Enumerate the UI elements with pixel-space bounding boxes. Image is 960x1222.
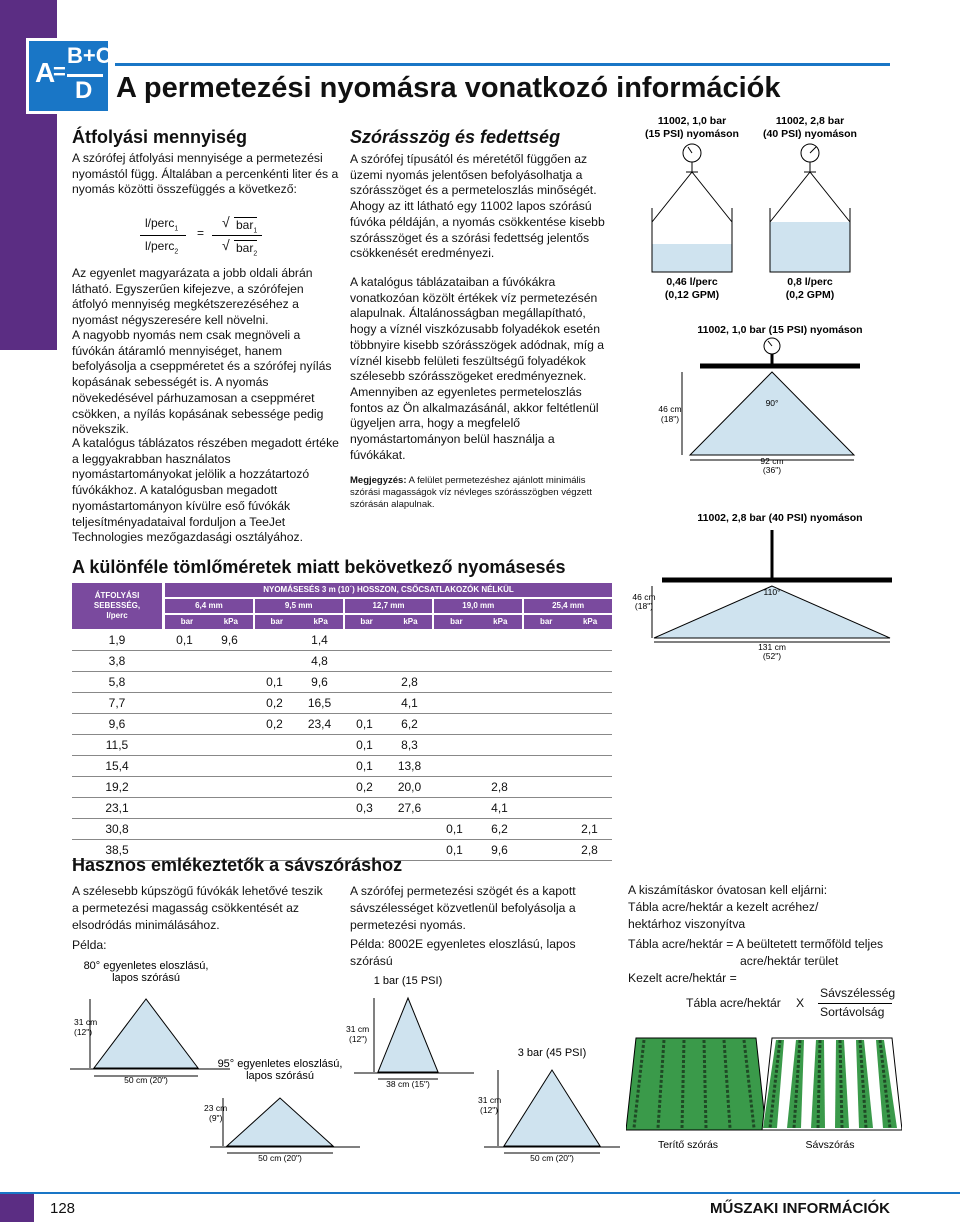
pressure-cell (162, 798, 207, 819)
jar2-water (770, 222, 850, 272)
pressure-cell (477, 672, 522, 693)
pressure-cell (162, 756, 207, 777)
pressure-cell: 4,8 (297, 651, 342, 672)
table-header-main: NYOMÁSESÉS 3 m (10´) HOSSZON, CSŐCSATLAKOZÓK NÉLKÜL (165, 583, 612, 597)
pressure-cell: 0,2 (252, 714, 297, 735)
tips-col3-e: acre/hektár terület (740, 954, 839, 968)
pressure-cell (477, 693, 522, 714)
table-unit-9: kPa (568, 615, 612, 629)
table-unit-1: kPa (209, 615, 253, 629)
pressure-cell: 6,2 (477, 819, 522, 840)
pressure-cell (297, 819, 342, 840)
pressure-cell: 9,6 (207, 630, 252, 651)
tips-col3-a: A kiszámításkor óvatosan kell eljárni: (628, 883, 828, 897)
pressure-cell (207, 693, 252, 714)
pressure-cell (297, 735, 342, 756)
fan2-diagram (622, 508, 932, 668)
note-text: A felület permetezéshez ajánlott minimális szórási magasságok víz névleges szórásszögben végzett szórásán alapulnak. (350, 475, 592, 510)
sqrt2: √ (222, 237, 230, 253)
pressure-cell: 0,1 (342, 714, 387, 735)
tips-diagram-2 (344, 970, 624, 1166)
flow-cell: 5,8 (72, 672, 162, 693)
jar2-label-b: (40 PSI) nyomáson (763, 128, 857, 140)
pressure-cell (297, 798, 342, 819)
table-sizes-row (165, 599, 612, 613)
pressure-cell: 4,1 (477, 798, 522, 819)
sqrt1: √ (222, 214, 230, 230)
jar2-spray (770, 172, 850, 222)
pressure-cell (207, 777, 252, 798)
pressure-cell (477, 651, 522, 672)
fan2-height-b: (18") (634, 601, 654, 611)
pressure-cell (522, 672, 567, 693)
d1-label-a: 80° egyenletes eloszlású, (83, 960, 209, 972)
flow-cell: 38,5 (72, 840, 162, 861)
pressure-cell (567, 630, 612, 651)
table-row (72, 777, 612, 798)
footer-rule (0, 1192, 960, 1194)
pressure-cell (522, 714, 567, 735)
pressure-cell (567, 693, 612, 714)
tips-col1: A szélesebb kúpszögű fúvókák lehetővé teszik a permetezési magasság csökkentését az elsodródás minimálásához. (72, 884, 323, 932)
pressure-cell (522, 819, 567, 840)
fan1-spray (690, 372, 854, 455)
flow-cell: 30,8 (72, 819, 162, 840)
pressure-cell (207, 672, 252, 693)
formula-l1-sub: 1 (174, 225, 179, 233)
tips-col2-example: Példa: 8002E egyenletes eloszlású, lapos szórású (350, 937, 576, 968)
tips-col3-c: hektárhoz viszonyítva (628, 917, 746, 931)
pressure-cell (432, 777, 477, 798)
table-units-row (165, 615, 612, 629)
angle-title: Szórásszög és fedettség (350, 127, 561, 147)
footer-section: MŰSZAKI INFORMÁCIÓK (710, 1200, 890, 1217)
pressure-cell (522, 798, 567, 819)
field2-label: Sávszórás (805, 1139, 855, 1151)
pressure-cell (567, 714, 612, 735)
pressure-cell (567, 672, 612, 693)
d4-height: 31 cm (478, 1095, 502, 1105)
pressure-cell: 0,1 (252, 672, 297, 693)
pressure-cell (342, 630, 387, 651)
pressure-cell (522, 756, 567, 777)
d4-width: 50 cm (20") (530, 1153, 574, 1163)
jar2-volume-b: (0,2 GPM) (785, 289, 835, 301)
pressure-cell (252, 777, 297, 798)
pressure-cell (207, 714, 252, 735)
pressure-cell: 0,1 (342, 756, 387, 777)
pressure-cell (162, 651, 207, 672)
d1-spray (94, 999, 198, 1068)
table-row (72, 630, 612, 651)
d2-label-a: 95° egyenletes eloszlású, (217, 1058, 343, 1070)
logo (26, 38, 111, 114)
flow-cell: 15,4 (72, 756, 162, 777)
table-unit-8: bar (524, 615, 568, 629)
table-unit-6: bar (434, 615, 478, 629)
table-size-1: 9,5 mm (255, 599, 343, 613)
table-unit-0: bar (165, 615, 209, 629)
pressure-cell: 0,3 (342, 798, 387, 819)
table-row (72, 714, 612, 735)
d1-height-b: (12") (74, 1027, 93, 1037)
pressure-cell (477, 756, 522, 777)
pressure-cell (207, 651, 252, 672)
pressure-cell: 1,4 (297, 630, 342, 651)
table-unit-3: kPa (299, 615, 343, 629)
tips-col3-num: Sávszélesség (820, 986, 896, 1000)
d2-height-b: (9") (209, 1113, 223, 1123)
flow-cell: 19,2 (72, 777, 162, 798)
flow-cell: 9,6 (72, 714, 162, 735)
table-row (72, 735, 612, 756)
pressure-cell (477, 735, 522, 756)
pressure-cell: 2,8 (387, 672, 432, 693)
pressure-cell (522, 840, 567, 861)
pressure-cell: 23,4 (297, 714, 342, 735)
table-unit-4: bar (345, 615, 389, 629)
pressure-cell (522, 630, 567, 651)
pressure-cell (522, 651, 567, 672)
angle-p1: A szórófej típusától és méretétől függően az üzemi nyomás jelentősen befolyásolhatja a szórásszöget és a permeteloszlás minőségét. Ahogy az itt látható egy 11002 lapos szórású fúvóka példáján, a nyomás csökkentése kisebb szórásszöget és a szórási fedettség jelentős csökkenését eredményezi. (350, 152, 605, 261)
pressure-cell (432, 798, 477, 819)
pressure-cell (252, 630, 297, 651)
table-row (72, 756, 612, 777)
pressure-cell (432, 756, 477, 777)
pressure-cell (252, 798, 297, 819)
formula-l1: l/perc (145, 216, 175, 230)
pressure-cell (387, 651, 432, 672)
table-size-3: 19,0 mm (434, 599, 522, 613)
jar2-volume: 0,8 l/perc (787, 276, 833, 288)
flow-cell: 11,5 (72, 735, 162, 756)
tips-col3-d: Tábla acre/hektár = A beültetett termőföld teljes (628, 937, 884, 951)
jar1 (652, 144, 732, 272)
pressure-cell (567, 651, 612, 672)
table-header-flow (72, 583, 162, 629)
table-size-2: 12,7 mm (345, 599, 433, 613)
pressure-cell (207, 756, 252, 777)
d2-label-b: lapos szórású (246, 1070, 314, 1082)
flow-p2: Az egyenlet magyarázata a jobb oldali ábrán látható. Egyszerűen kifejezve, a szórófejen átfolyó mennyiség megkétszerezéséhez a nyomást négyszeresére kell növelni. (72, 266, 313, 328)
pressure-cell (567, 756, 612, 777)
pressure-cell (567, 798, 612, 819)
formula (140, 214, 280, 260)
th-flow: ÁTFOLYÁSI SEBESSÉG, l/perc (93, 591, 141, 620)
table-row (72, 651, 612, 672)
d1-height: 31 cm (74, 1017, 98, 1027)
formula-l2: l/perc (145, 239, 175, 253)
pressure-cell (252, 651, 297, 672)
pressure-cell: 13,8 (387, 756, 432, 777)
pressure-cell (567, 735, 612, 756)
logo-eq: = (53, 59, 66, 84)
fan2-width: 131 cm (758, 642, 786, 652)
broadcast-field (626, 1038, 766, 1130)
pressure-cell (342, 651, 387, 672)
tips-title: Hasznos emlékeztetők a sávszóráshoz (72, 855, 403, 875)
table-row (72, 693, 612, 714)
jar1-label: 11002, 1,0 bar (657, 115, 727, 127)
fan2-width-b: (52") (762, 651, 782, 661)
table-unit-7: kPa (478, 615, 522, 629)
pressure-cell: 16,5 (297, 693, 342, 714)
pressure-cell (162, 819, 207, 840)
table-size-4: 25,4 mm (524, 599, 612, 613)
formula-eq: = (197, 226, 205, 240)
field-diagram (626, 1028, 902, 1154)
jar1-volume: 0,46 l/perc (666, 276, 718, 288)
flow-cell: 23,1 (72, 798, 162, 819)
pressure-cell (162, 777, 207, 798)
d1-width: 50 cm (20") (124, 1075, 168, 1085)
table-row (72, 798, 612, 819)
pressure-cell (387, 819, 432, 840)
fan1-height: 46 cm (658, 404, 682, 414)
flow-cell: 3,8 (72, 651, 162, 672)
pressure-cell: 0,1 (162, 630, 207, 651)
flow-cell: 7,7 (72, 693, 162, 714)
table-title: A különféle tömlőméretek miatt bekövetkező nyomásesés (72, 557, 566, 577)
d4-label: 3 bar (45 PSI) (517, 1047, 587, 1059)
pressure-cell (432, 672, 477, 693)
tips-col1-example: Példa: (72, 938, 107, 952)
page-number: 128 (50, 1200, 76, 1217)
d3-width: 38 cm (15") (386, 1079, 430, 1089)
pressure-cell (522, 735, 567, 756)
d1-label-b: lapos szórású (112, 972, 180, 984)
fan2-title: 11002, 2,8 bar (40 PSI) nyomáson (697, 512, 863, 524)
pressure-cell (207, 735, 252, 756)
fan1-height-b: (18") (660, 414, 680, 424)
jar1-water (652, 244, 732, 272)
fan2-height: 46 cm (632, 592, 656, 602)
pressure-cell: 9,6 (477, 840, 522, 861)
d2-width: 50 cm (20") (258, 1153, 302, 1163)
table-body (72, 630, 612, 861)
jar1-volume-b: (0,12 GPM) (664, 289, 720, 301)
pressure-cell (342, 693, 387, 714)
pressure-cell (432, 693, 477, 714)
table-row (72, 819, 612, 840)
flow-p3: A nagyobb nyomás nem csak megnöveli a fúvókán átáramló mennyiséget, hanem befolyásolja a cseppméretet és a szórófej nyílás kopásának sebességét is. A nyomás növekedésével párhuzamosan a cseppméret csökken, a nyílás kopásának sebessége pedig növekszik. (72, 328, 332, 437)
page-title: A permetezési nyomásra vonatkozó információk (116, 72, 781, 104)
fan2-angle: 110° (763, 587, 781, 597)
pressure-cell (207, 798, 252, 819)
pressure-cell (432, 735, 477, 756)
pressure-cell (297, 756, 342, 777)
tips-col3-fraction-bar (818, 1003, 892, 1004)
formula-b2: bar (236, 241, 254, 255)
table-row (72, 672, 612, 693)
field1-label: Terítő szórás (657, 1139, 719, 1151)
logo-den: D (75, 77, 93, 104)
pressure-cell (252, 735, 297, 756)
d3-height-b: (12") (349, 1034, 368, 1044)
pressure-cell (387, 630, 432, 651)
band-field (762, 1038, 902, 1130)
tips-col3-g: Tábla acre/hektár (686, 996, 781, 1010)
pressure-cell: 0,1 (432, 819, 477, 840)
pressure-cell (432, 630, 477, 651)
d2-spray (227, 1098, 333, 1146)
pressure-cell (162, 672, 207, 693)
d4-spray (504, 1070, 600, 1146)
tips-col3-f: Kezelt acre/hektár = (628, 971, 737, 985)
d4-height-b: (12") (480, 1105, 499, 1115)
fan1-width: 92 cm (760, 456, 784, 466)
table-size-0: 6,4 mm (165, 599, 253, 613)
formula-frac-left (140, 235, 186, 236)
d2-height: 23 cm (204, 1103, 228, 1113)
fan1-diagram (630, 320, 930, 500)
jar1-spray (652, 172, 732, 222)
pressure-cell (297, 777, 342, 798)
formula-b1-sub: 1 (253, 227, 258, 235)
pressure-cell (522, 693, 567, 714)
formula-l2-sub: 2 (174, 248, 179, 256)
d3-spray (378, 998, 438, 1072)
footer-band (0, 1194, 34, 1222)
pressure-cell (252, 756, 297, 777)
note-label: Megjegyzés: (350, 475, 407, 486)
pressure-cell (162, 735, 207, 756)
formula-b2-sub: 2 (253, 250, 258, 258)
jar1-label-b: (15 PSI) nyomáson (645, 128, 739, 140)
pressure-cell (477, 714, 522, 735)
pressure-cell: 9,6 (297, 672, 342, 693)
logo-num: B+C (67, 43, 112, 68)
tips-col3-den: Sortávolság (820, 1005, 885, 1019)
table-unit-2: bar (255, 615, 299, 629)
pressure-cell: 0,2 (252, 693, 297, 714)
pressure-cell: 20,0 (387, 777, 432, 798)
formula-frac-right (212, 235, 262, 236)
fan1-angle: 90° (765, 398, 779, 408)
pressure-cell (477, 630, 522, 651)
pressure-cell (522, 777, 567, 798)
pressure-cell (252, 819, 297, 840)
logo-a: A (35, 57, 56, 88)
flow-p1: A szórófej átfolyási mennyisége a permetezési nyomástól függ. Általában a percenkénti liter és a nyomás közötti összefüggés a következő: (72, 151, 339, 197)
pressure-cell: 0,2 (342, 777, 387, 798)
jar2-label: 11002, 2,8 bar (775, 115, 845, 127)
tips-diagram-1 (70, 955, 360, 1165)
pressure-cell (432, 714, 477, 735)
pressure-cell: 4,1 (387, 693, 432, 714)
tips-col3-x: X (796, 996, 805, 1010)
pressure-cell (207, 819, 252, 840)
pressure-cell: 27,6 (387, 798, 432, 819)
pressure-cell: 0,1 (432, 840, 477, 861)
pressure-cell (162, 693, 207, 714)
pressure-cell (342, 819, 387, 840)
pressure-cell: 2,8 (477, 777, 522, 798)
tips-col2: A szórófej permetezési szögét és a kapott sávszélességet közvetlenül befolyásolja a permetezési nyomás. (350, 884, 576, 932)
flow-jars-diagram (630, 110, 890, 310)
flow-p4: A katalógus táblázatos részében megadott értéke a leggyakrabban használatos nyomástartományokat jelölik a hozzátartozó fúvókákhoz. A katalógusban megadott nyomástartományon kívülre eső fúvókák teljesítményadataival forduljon a TeeJet Technologies mezőgazdasági osztályához. (72, 436, 339, 545)
pressure-cell: 0,1 (342, 735, 387, 756)
table-unit-5: kPa (389, 615, 433, 629)
pressure-cell (567, 777, 612, 798)
pressure-cell: 2,1 (567, 819, 612, 840)
pressure-cell (432, 651, 477, 672)
d3-height: 31 cm (346, 1024, 370, 1034)
pressure-cell: 8,3 (387, 735, 432, 756)
jar2 (770, 144, 850, 272)
title-rule (115, 63, 890, 66)
formula-b1: bar (236, 218, 254, 232)
fan1-title: 11002, 1,0 bar (15 PSI) nyomáson (697, 324, 863, 336)
fan1-width-b: (36") (762, 465, 782, 475)
pressure-cell (162, 714, 207, 735)
flow-cell: 1,9 (72, 630, 162, 651)
pressure-cell: 2,8 (567, 840, 612, 861)
flow-title: Átfolyási mennyiség (72, 127, 248, 147)
pressure-cell: 6,2 (387, 714, 432, 735)
tips-col3-b: Tábla acre/hektár a kezelt acréhez/ (628, 900, 819, 914)
angle-note (350, 475, 612, 511)
pressure-cell (342, 672, 387, 693)
d3-label: 1 bar (15 PSI) (373, 975, 443, 987)
angle-p2: A katalógus táblázataiban a fúvókákra vonatkozóan közölt értékek víz permetezésén alapulnak. Általánosságban megállapítható, hogy a víznél viszkózusabb folyadékok esetén többnyire kisebb szórásszögek adódnak, míg a víznél kisebb felületi feszültségű folyadékok szélesebb szórásszögeket eredményeznek. Amennyiben az egyenletes permeteloszlás fontos az Ön alkalmazásánál, akkor feltétlenül ügyeljen arra, hogy a megfelelő nyomástartományon belül használja a fúvókákat. (350, 275, 605, 462)
